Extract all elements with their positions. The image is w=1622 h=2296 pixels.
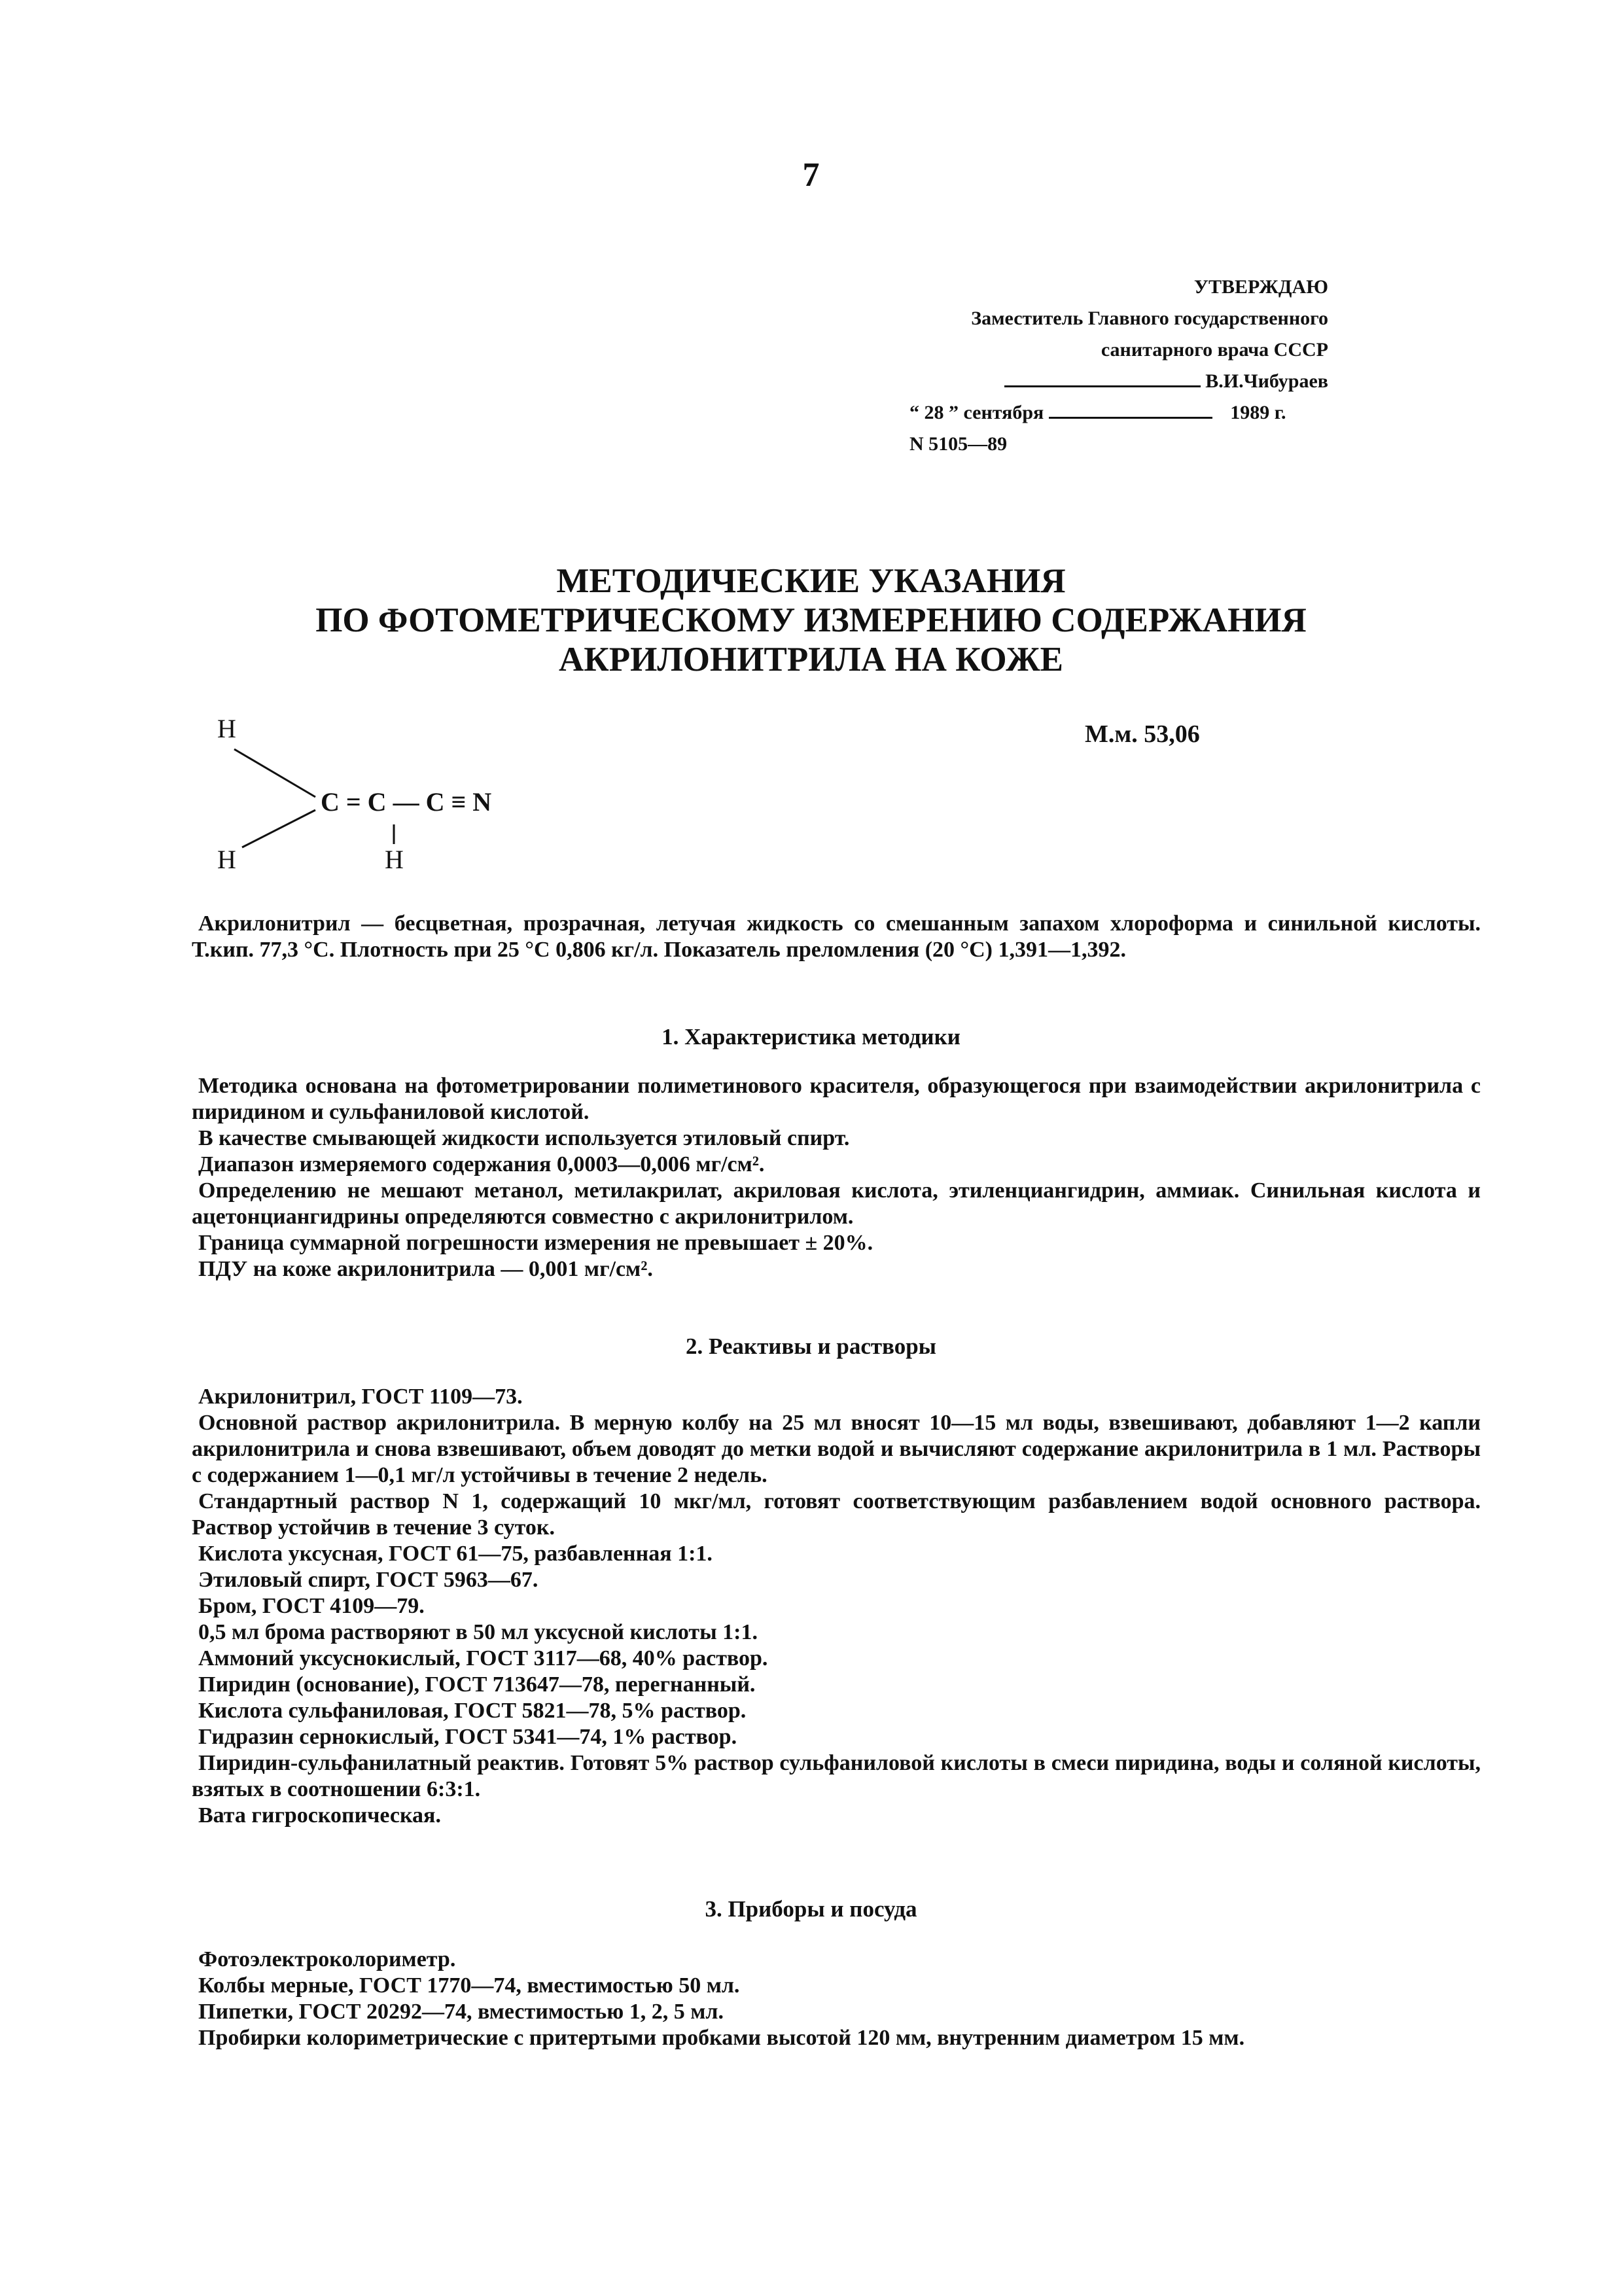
approval-heading: УТВЕРЖДАЮ — [1193, 276, 1328, 298]
approval-date-line — [909, 397, 1328, 429]
approval-date-day: “ 28 ” сентября — [909, 402, 1044, 423]
section1-body — [192, 1073, 1481, 1282]
section2-paragraph: Стандартный раствор N 1, содержащий 10 мкг/мл, готовят соответствующим разбавлением водой основного раствора. Раствор устойчив в течение 3 суток. — [192, 1489, 1481, 1540]
signature-blank — [1004, 366, 1201, 387]
section1-paragraph: Граница суммарной погрешности измерения не превышает ± 20%. — [198, 1231, 873, 1255]
approval-signatory: В.И.Чибураев — [1205, 370, 1328, 392]
formula-h-bottom-left: H — [217, 845, 236, 874]
page-number: 7 — [802, 156, 820, 194]
section2-body — [192, 1384, 1481, 1829]
structural-formula — [203, 713, 569, 883]
approval-number: N 5105—89 — [909, 433, 1008, 455]
section2-paragraph: Пиридин (основание), ГОСТ 713647—78, перегнанный. — [198, 1672, 756, 1697]
section3-paragraph: Фотоэлектроколориметр. — [198, 1947, 456, 1971]
approval-position-line1: Заместитель Главного государственного — [971, 308, 1328, 329]
approval-date-year: 1989 г. — [1230, 402, 1286, 423]
intro-text: Акрилонитрил — бесцветная, прозрачная, летучая жидкость со смешанным запахом хлороформа и синильной кислоты. Т.кип. 77,3 °С. Плотность при 25 °С 0,806 кг/л. Показатель преломления (20 °С) 1,391—1,392. — [192, 911, 1481, 962]
title-line2: ПО ФОТОМЕТРИЧЕСКОМУ ИЗМЕРЕНИЮ СОДЕРЖАНИЯ — [315, 601, 1307, 639]
section1-paragraph: ПДУ на коже акрилонитрила — 0,001 мг/см². — [198, 1257, 653, 1281]
section3-paragraph: Пробирки колориметрические с притертыми пробками высотой 120 мм, внутренним диаметром 15 мм. — [198, 2026, 1245, 2050]
section1-title: 1. Характеристика методики — [661, 1024, 961, 1050]
section2-paragraph: Этиловый спирт, ГОСТ 5963—67. — [198, 1568, 538, 1592]
approval-block — [909, 272, 1328, 460]
section1-paragraph: Определению не мешают метанол, метилакрилат, акриловая кислота, этиленциангидрин, аммиак. Синильная кислота и ацетонциангидрины определяются совместно с акрилонитрилом. — [192, 1178, 1481, 1229]
date-blank — [1049, 397, 1212, 419]
molecular-mass: М.м. 53,06 — [1085, 720, 1200, 748]
section2-paragraph: Акрилонитрил, ГОСТ 1109—73. — [198, 1385, 523, 1409]
section2-paragraph: Пиридин-сульфанилатный реактив. Готовят 5% раствор сульфаниловой кислоты в смеси пиридина, воды и соляной кислоты, взятых в соотношении 6:3:1. — [192, 1751, 1481, 1801]
section2-title: 2. Реактивы и растворы — [685, 1333, 937, 1359]
intro-paragraph — [192, 911, 1481, 963]
title-line3: АКРИЛОНИТРИЛА НА КОЖЕ — [559, 641, 1063, 679]
section1-paragraph: Диапазон измеряемого содержания 0,0003—0,006 мг/см². — [198, 1152, 765, 1176]
section3-paragraph: Колбы мерные, ГОСТ 1770—74, вместимостью 50 мл. — [198, 1973, 740, 1998]
section2-paragraph: Гидразин сернокислый, ГОСТ 5341—74, 1% раствор. — [198, 1725, 737, 1749]
approval-signature-line — [909, 366, 1328, 397]
section2-paragraph: Бром, ГОСТ 4109—79. — [198, 1594, 425, 1618]
section1-paragraph: В качестве смывающей жидкости используется этиловый спирт. — [198, 1126, 850, 1150]
title-line1: МЕТОДИЧЕСКИЕ УКАЗАНИЯ — [556, 562, 1066, 600]
section1-paragraph: Методика основана на фотометрировании полиметинового красителя, образующегося при взаимодействии акрилонитрила с пиридином и сульфаниловой кислотой. — [192, 1074, 1481, 1124]
section2-paragraph: Кислота уксусная, ГОСТ 61—75, разбавленная 1:1. — [198, 1542, 713, 1566]
section2-paragraph: 0,5 мл брома растворяют в 50 мл уксусной кислоты 1:1. — [198, 1620, 758, 1644]
section3-title: 3. Приборы и посуда — [705, 1896, 917, 1922]
approval-position-line2: санитарного врача СССР — [1101, 339, 1328, 361]
section3-body — [192, 1947, 1481, 2051]
formula-chain: C = C — C ≡ N — [321, 787, 492, 817]
section2-paragraph: Основной раствор акрилонитрила. В мерную колбу на 25 мл вносят 10—15 мл воды, взвешивают, добавляют 1—2 капли акрилонитрила и снова взвешивают, объем доводят до метки водой и вычисляют содержание акрилонитрила в 1 мл. Растворы с содержанием 1—0,1 мг/л устойчивы в течение 2 недель. — [192, 1411, 1481, 1487]
section2-paragraph: Вата гигроскопическая. — [198, 1803, 441, 1828]
section3-paragraph: Пипетки, ГОСТ 20292—74, вместимостью 1, 2, 5 мл. — [198, 2000, 724, 2024]
formula-h-top: H — [217, 714, 236, 743]
document-title — [0, 561, 1622, 679]
section2-paragraph: Кислота сульфаниловая, ГОСТ 5821—78, 5% раствор. — [198, 1699, 747, 1723]
section2-paragraph: Аммоний уксуснокислый, ГОСТ 3117—68, 40% раствор. — [198, 1646, 768, 1670]
formula-h-bottom-mid: H — [385, 845, 404, 874]
